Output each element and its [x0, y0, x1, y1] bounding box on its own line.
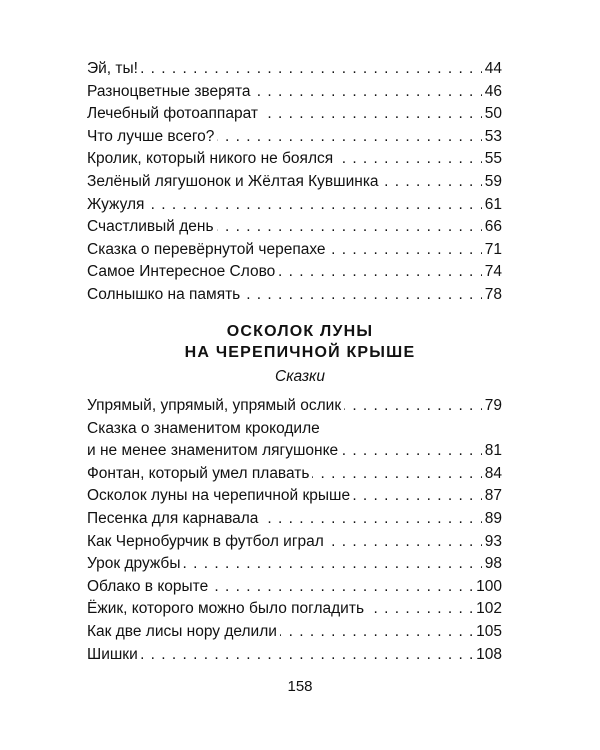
- toc-entry-title: Как Чернобурчик в футбол играл: [87, 533, 327, 550]
- toc-entry-page: 81: [482, 440, 502, 463]
- toc-entry: [87, 126, 502, 149]
- toc-entry: [87, 216, 502, 239]
- toc-entry-title: Разноцветные зверята: [87, 83, 254, 100]
- toc-entry-page: 61: [482, 194, 502, 217]
- section-title-line2: НА ЧЕРЕПИЧНОЙ КРЫШЕ: [184, 344, 416, 361]
- toc-entry-title: Осколок луны на черепичной крыше: [87, 487, 353, 504]
- toc-entry-page: 89: [482, 508, 502, 531]
- toc-entry-title: Лечебный фотоаппарат: [87, 105, 261, 122]
- toc-entry-line: Сказка о знаменитом крокодиле: [87, 419, 320, 437]
- toc-entry-page: 53: [482, 126, 502, 149]
- toc-entry-page: 84: [482, 463, 502, 486]
- toc-entry: [87, 485, 502, 508]
- toc-entry-title: Урок дружбы: [87, 555, 183, 572]
- toc-entry-page: 79: [482, 395, 502, 418]
- toc-entry-title: Жужуля: [87, 196, 147, 213]
- toc-entry-page: 50: [482, 103, 502, 126]
- toc-entry: [87, 194, 502, 217]
- toc-entry-page: 108: [473, 644, 502, 667]
- toc-entry-title: Шишки: [87, 646, 141, 663]
- toc-entry: [87, 440, 502, 463]
- toc-entry: [87, 261, 502, 284]
- toc-entry-title: Упрямый, упрямый, упрямый ослик: [87, 397, 344, 414]
- toc-entry: [87, 531, 502, 554]
- toc-entry-title: Самое Интересное Слово: [87, 263, 278, 280]
- toc-entry-title: Счастливый день: [87, 218, 217, 235]
- toc-entry-title: Облако в корыте: [87, 578, 211, 595]
- toc-entry-page: 66: [482, 216, 502, 239]
- toc-entry: [87, 171, 502, 194]
- toc-entry: [87, 284, 502, 307]
- toc-entry-page: 105: [473, 621, 502, 644]
- toc-entry-page: 55: [482, 148, 502, 171]
- toc-entry-page: 98: [482, 553, 502, 576]
- toc-list-top: [87, 58, 502, 307]
- toc-entry-page: 44: [482, 58, 502, 81]
- toc-entry: [87, 508, 502, 531]
- toc-entry: [87, 148, 502, 171]
- toc-entry-page: 46: [482, 81, 502, 104]
- toc-entry-title: Кролик, который никого не боялся: [87, 150, 336, 167]
- toc-entry-page: 71: [482, 239, 502, 262]
- toc-entry-page: 59: [482, 171, 502, 194]
- toc-entry: [87, 103, 502, 126]
- section-subtitle: Сказки: [275, 368, 325, 385]
- toc-entry-page: 87: [482, 485, 502, 508]
- toc-entry-title: Что лучше всего?: [87, 128, 217, 145]
- toc-entry: [87, 81, 502, 104]
- section-title-line1: ОСКОЛОК ЛУНЫ: [226, 323, 374, 340]
- toc-entry-title: Солнышко на память: [87, 286, 243, 303]
- toc-entry-page: 100: [473, 576, 502, 599]
- toc-entry-page: 93: [482, 531, 502, 554]
- toc-list-bottom: [87, 395, 502, 666]
- toc-entry: [87, 395, 502, 418]
- toc-entry-page: 102: [473, 598, 502, 621]
- page-number: 158: [287, 678, 313, 695]
- toc-entry-title: Ёжик, которого можно было погладить: [87, 600, 367, 617]
- toc-entry: [87, 58, 502, 81]
- toc-entry-title: Сказка о перевёрнутой черепахе: [87, 241, 329, 258]
- toc-entry-page: 78: [482, 284, 502, 307]
- toc-entry: [87, 239, 502, 262]
- toc-entry-title: Зелёный лягушонок и Жёлтая Кувшинка: [87, 173, 382, 190]
- toc-entry-title: Как две лисы нору делили: [87, 623, 280, 640]
- toc-entry: [87, 576, 502, 599]
- toc-entry-title: Эй, ты!: [87, 60, 141, 77]
- toc-entry-page: 74: [482, 261, 502, 284]
- toc-entry-title: и не менее знаменитом лягушонке: [87, 442, 341, 459]
- toc-entry: [87, 621, 502, 644]
- toc-entry: [87, 553, 502, 576]
- toc-entry-title: Песенка для карнавала: [87, 510, 261, 527]
- toc-entry: [87, 644, 502, 667]
- toc-entry-title: Фонтан, который умел плавать: [87, 465, 312, 482]
- toc-entry: [87, 598, 502, 621]
- toc-entry: [87, 463, 502, 486]
